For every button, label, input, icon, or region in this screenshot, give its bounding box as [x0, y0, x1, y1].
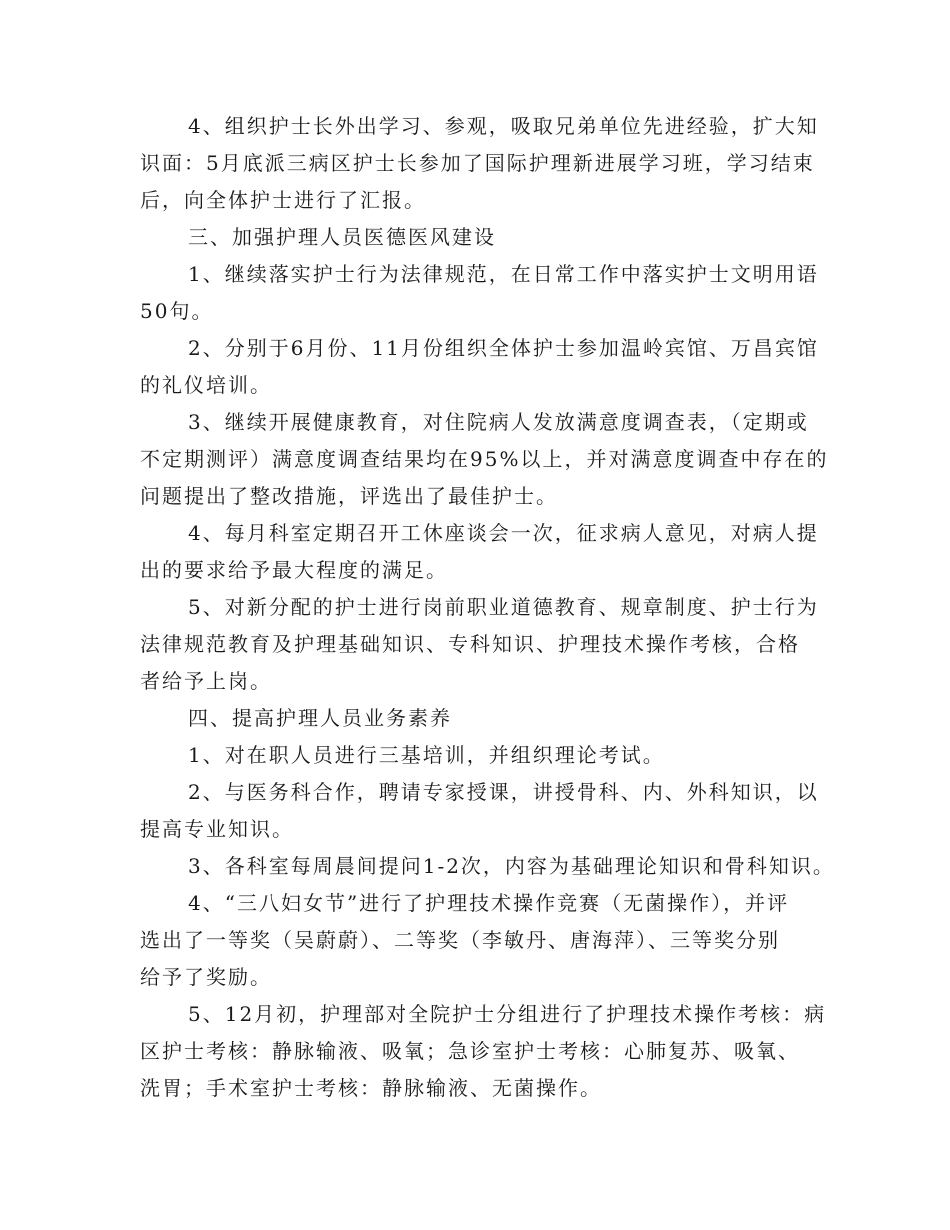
paragraph-line: 4、组织护士长外出学习、参观，吸取兄弟单位先进经验，扩大知 [188, 114, 819, 138]
paragraph-line: 1、继续落实护士行为法律规范，在日常工作中落实护士文明用语 [188, 262, 819, 286]
paragraph-line: 问题提出了整改措施，评选出了最佳护士。 [140, 484, 558, 508]
paragraph-line: 不定期测评）满意度调查结果均在95%以上，并对满意度调查中存在的 [140, 447, 829, 471]
paragraph-line: 后，向全体护士进行了汇报。 [140, 188, 426, 212]
paragraph-line: 给予了奖励。 [140, 965, 272, 989]
paragraph-line: 5、12月初，护理部对全院护士分组进行了护理技术操作考核：病 [188, 1002, 827, 1026]
paragraph-line: 3、继续开展健康教育，对住院病人发放满意度调查表，（定期或 [188, 410, 809, 434]
section-heading: 三、加强护理人员医德医风建设 [188, 225, 496, 249]
paragraph-line: 2、分别于6月份、11月份组织全体护士参加温岭宾馆、万昌宾馆 [188, 336, 819, 360]
paragraph-line: 者给予上岗。 [140, 669, 272, 693]
paragraph-line: 3、各科室每周晨间提问1-2次，内容为基础理论知识和骨科知识。 [188, 854, 835, 878]
section-heading: 四、提高护理人员业务素养 [188, 706, 452, 730]
paragraph-line: 洗胃；手术室护士考核：静脉输液、无菌操作。 [140, 1076, 602, 1100]
paragraph-line: 1、对在职人员进行三基培训，并组织理论考试。 [188, 743, 665, 767]
paragraph-line: 4、每月科室定期召开工休座谈会一次，征求病人意见，对病人提 [188, 521, 819, 545]
paragraph-line: 出的要求给予最大程度的满足。 [140, 558, 448, 582]
paragraph-line: 4、“三八妇女节”进行了护理技术操作竞赛（无菌操作），并评 [188, 891, 790, 915]
paragraph-line: 区护士考核：静脉输液、吸氧；急诊室护士考核：心肺复苏、吸氧、 [140, 1039, 800, 1063]
paragraph-line: 法律规范教育及护理基础知识、专科知识、护理技术操作考核，合格 [140, 632, 800, 656]
paragraph-line: 提高专业知识。 [140, 817, 294, 841]
document-page [140, 108, 835, 1107]
paragraph-line: 2、与医务科合作，聘请专家授课，讲授骨科、内、外科知识，以 [188, 780, 819, 804]
paragraph-line: 选出了一等奖（吴蔚蔚）、二等奖（李敏丹、唐海萍）、三等奖分别 [140, 928, 780, 952]
paragraph-line: 50句。 [140, 299, 214, 323]
paragraph-line: 5、对新分配的护士进行岗前职业道德教育、规章制度、护士行为 [188, 595, 819, 619]
paragraph-line: 的礼仪培训。 [140, 373, 272, 397]
paragraph-line: 识面：5月底派三病区护士长参加了国际护理新进展学习班，学习结束 [140, 151, 815, 175]
